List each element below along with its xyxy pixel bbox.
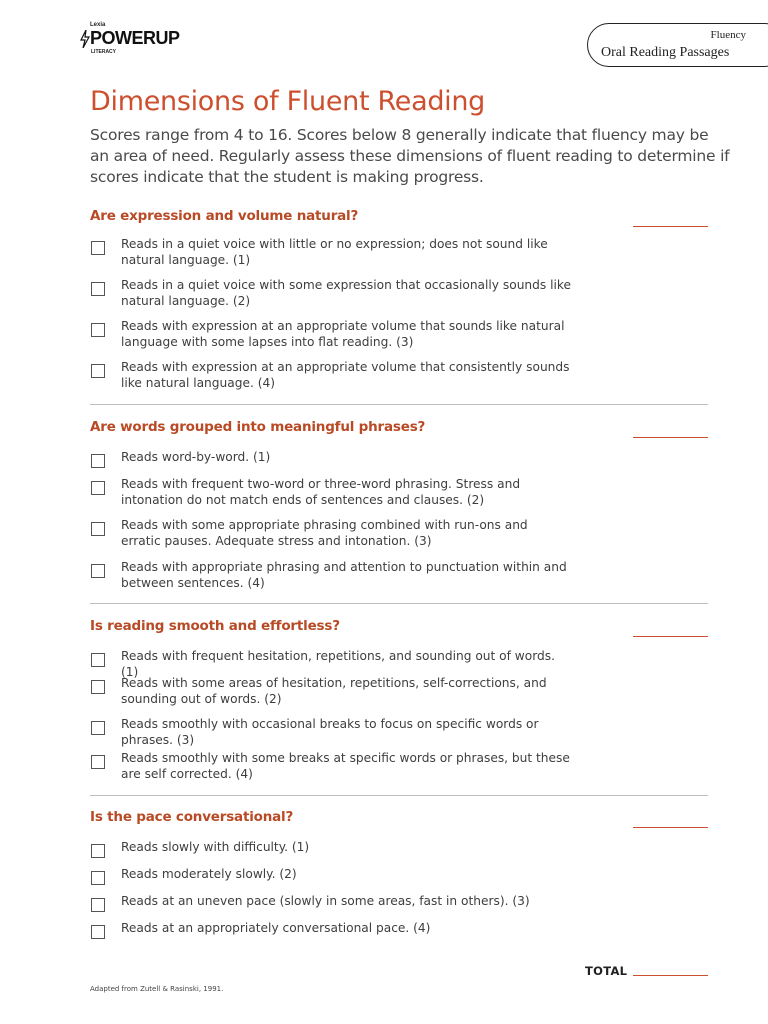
checkbox[interactable] xyxy=(91,844,105,858)
checkbox[interactable] xyxy=(91,364,105,378)
rubric-item-text: Reads moderately slowly. (2) xyxy=(121,867,297,881)
checkbox[interactable] xyxy=(91,721,105,735)
checkbox[interactable] xyxy=(91,680,105,694)
checkbox[interactable] xyxy=(91,871,105,885)
rubric-item-text: Reads with some areas of hesitation, repetitions, self-corrections, and sounding out of words. (2) xyxy=(121,676,547,706)
powerup-logo xyxy=(80,22,190,58)
rubric-item-text: Reads with expression at an appropriate volume that sounds like natural language with some lapses into flat reading. (3) xyxy=(121,319,565,349)
rubric-item-text: Reads with some appropriate phrasing combined with run-ons and erratic pauses. Adequate stress and intonation. (3) xyxy=(121,518,528,548)
section-question: Is reading smooth and effortless? xyxy=(90,618,340,634)
checkbox[interactable] xyxy=(91,241,105,255)
checkbox[interactable] xyxy=(91,755,105,769)
checkbox[interactable] xyxy=(91,454,105,468)
rubric-item-text: Reads smoothly with some breaks at specific words or phrases, but these are self corrected. (4) xyxy=(121,751,570,781)
score-blank-line[interactable] xyxy=(633,437,708,438)
passage-badge xyxy=(587,23,768,67)
score-blank-line[interactable] xyxy=(633,636,708,637)
total-label: TOTAL xyxy=(585,964,628,978)
section-divider xyxy=(90,603,708,604)
badge-name: Oral Reading Passages xyxy=(601,45,730,60)
intro-paragraph: Scores range from 4 to 16. Scores below 8 generally indicate that fluency may be an area of need. Regularly assess these dimensions of fluent reading to determine if scores indicate that the student is making progress. xyxy=(90,126,730,186)
rubric-item-text: Reads word-by-word. (1) xyxy=(121,450,271,464)
total-blank-line[interactable] xyxy=(633,975,708,976)
checkbox[interactable] xyxy=(91,898,105,912)
score-blank-line[interactable] xyxy=(633,226,708,227)
section-divider xyxy=(90,404,708,405)
score-blank-line[interactable] xyxy=(633,827,708,828)
rubric-item-text: Reads smoothly with occasional breaks to focus on specific words or phrases. (3) xyxy=(121,717,539,747)
rubric-item-text: Reads at an appropriately conversational pace. (4) xyxy=(121,921,431,935)
checkbox[interactable] xyxy=(91,653,105,667)
section-question: Are words grouped into meaningful phrases? xyxy=(90,419,426,435)
rubric-item-text: Reads with expression at an appropriate volume that consistently sounds like natural language. (4) xyxy=(121,360,570,390)
page-title: Dimensions of Fluent Reading xyxy=(90,86,486,117)
badge-category: Fluency xyxy=(710,29,746,41)
logo-powerup-text: POWERUP xyxy=(90,28,180,48)
rubric-item-text: Reads in a quiet voice with little or no expression; does not sound like natural language. (1) xyxy=(121,237,548,267)
lightning-bolt-icon xyxy=(80,30,90,48)
section-question: Are expression and volume natural? xyxy=(90,208,359,224)
rubric-item-text: Reads with appropriate phrasing and attention to punctuation within and between sentences. (4) xyxy=(121,560,567,590)
checkbox[interactable] xyxy=(91,323,105,337)
checkbox[interactable] xyxy=(91,481,105,495)
footnote: Adapted from Zutell & Rasinski, 1991. xyxy=(90,985,224,993)
section-divider xyxy=(90,795,708,796)
logo-literacy-text: LITERACY xyxy=(91,49,116,55)
checkbox[interactable] xyxy=(91,282,105,296)
section-question: Is the pace conversational? xyxy=(90,809,294,825)
checkbox[interactable] xyxy=(91,564,105,578)
checkbox[interactable] xyxy=(91,522,105,536)
checkbox[interactable] xyxy=(91,925,105,939)
logo-lexia-text: Lexia xyxy=(90,22,106,28)
rubric-item-text: Reads slowly with difficulty. (1) xyxy=(121,840,310,854)
rubric-item-text: Reads at an uneven pace (slowly in some areas, fast in others). (3) xyxy=(121,894,530,908)
rubric-item-text: Reads with frequent hesitation, repetitions, and sounding out of words. (1) xyxy=(121,649,555,679)
rubric-item-text: Reads in a quiet voice with some expression that occasionally sounds like natural language. (2) xyxy=(121,278,571,308)
rubric-item-text: Reads with frequent two-word or three-word phrasing. Stress and intonation do not match ends of sentences and clauses. (2) xyxy=(121,477,521,507)
